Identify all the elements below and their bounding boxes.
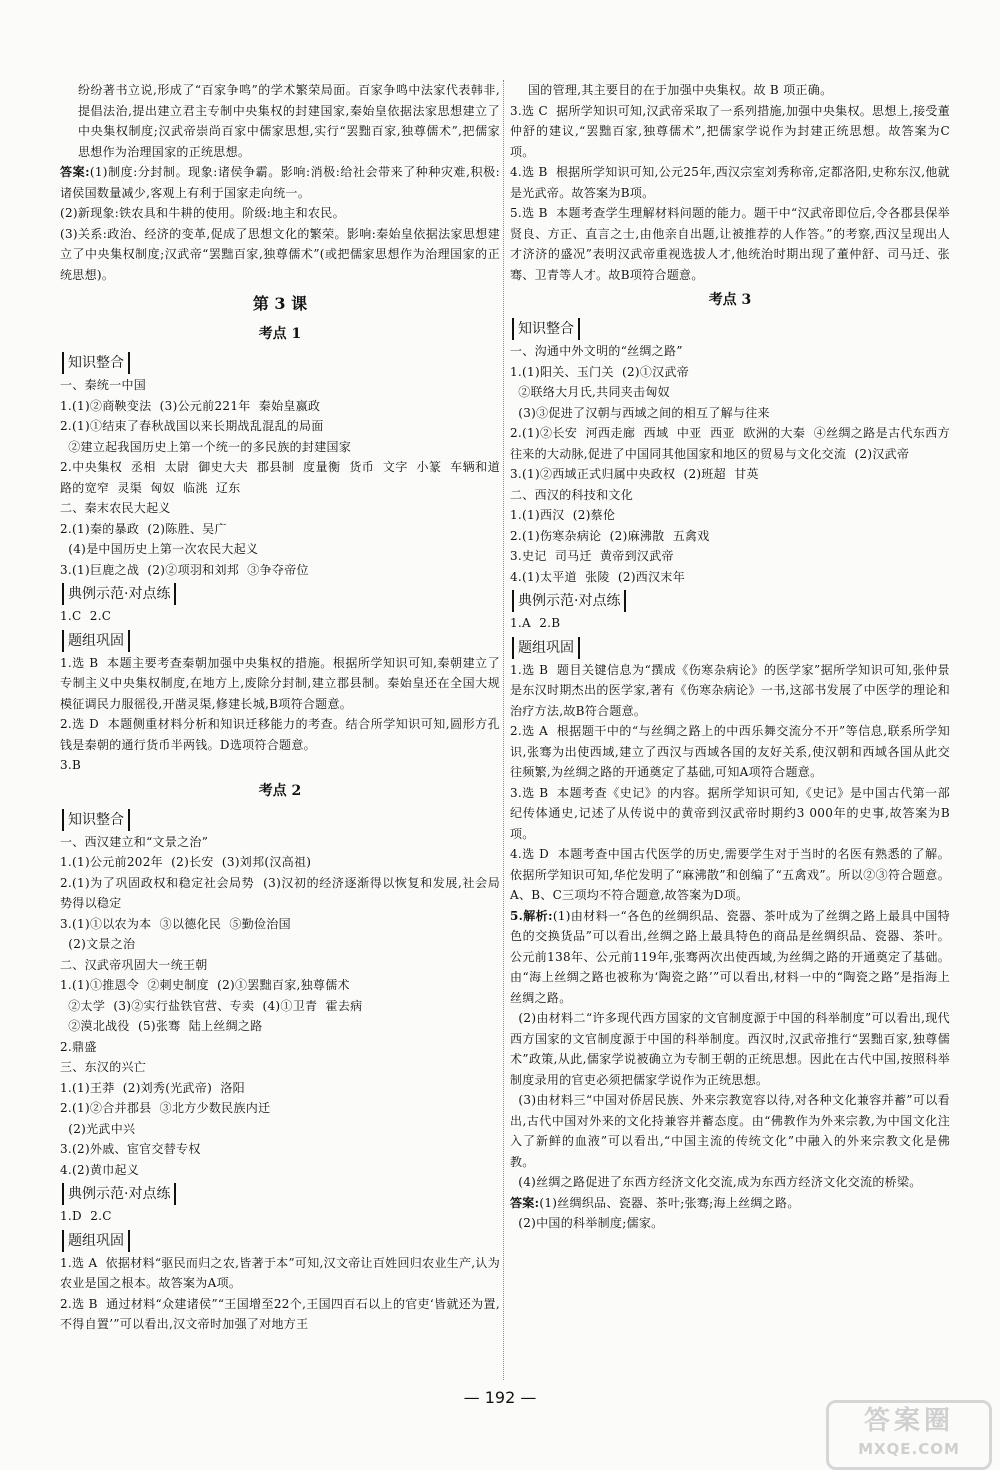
- text-content: 4.选 B 根据所学知识可知,公元25年,西汉宗室刘秀称帝,定都洛阳,史称东汉,他就是光武帝。故答案为B项。: [510, 165, 950, 200]
- text-content: 3.B: [60, 758, 82, 772]
- column-divider: [503, 80, 505, 1380]
- section-heading: 考点 3: [708, 292, 752, 308]
- text-line: [60, 1057, 500, 1078]
- left-column: [60, 80, 500, 1335]
- text-line: [510, 101, 950, 163]
- text-content: (2)新现象:铁农具和牛耕的使用。阶级:地主和农民。: [60, 206, 345, 220]
- text-line: [510, 660, 950, 722]
- text-content: 4.(2)黄巾起义: [60, 1162, 140, 1177]
- section-tag: 典例示范·对点练: [512, 590, 626, 612]
- text-line: [60, 873, 500, 914]
- text-content: 2.(1)②长安 河西走廊 西域 中亚 西亚 欧洲的大秦 ④丝绸之路是古代东西方往来的大动脉,促进了中国同其他国家和地区的贸易与文化交流 (2)汉武帝: [510, 426, 950, 461]
- text-line: [60, 560, 500, 581]
- section-tag: 题组巩固: [62, 630, 130, 652]
- text-content: 1.D 2.C: [60, 1209, 112, 1223]
- text-line: [60, 539, 500, 560]
- text-content: 一、秦统一中国: [60, 378, 147, 392]
- text-line: [510, 1193, 950, 1214]
- watermark-url: MXQE.COM: [858, 1440, 960, 1458]
- text-content: 2.(1)①结束了春秋战国以来长期战乱混乱的局面: [60, 419, 324, 433]
- text-line: [510, 505, 950, 526]
- right-column: [510, 80, 950, 1234]
- text-content: 二、秦末农民大起义: [60, 501, 171, 515]
- text-content: (4)是中国历史上第一次农民大起义: [60, 542, 259, 556]
- section-tag-row: [510, 587, 950, 613]
- text-line: [60, 653, 500, 715]
- text-line: [510, 567, 950, 588]
- text-line: [60, 203, 500, 224]
- text-line: [510, 1090, 950, 1172]
- text-line: [60, 1206, 500, 1227]
- section-tag-row: [60, 806, 500, 832]
- text-line: [60, 80, 500, 162]
- text-content: 2.(1)为了巩固政权和稳定社会局势 (3)汉初的经济逐渐得以恢复和发展,社会局势得以稳定: [60, 875, 500, 910]
- text-content: (3)由材料三“中国对侨居民族、外来宗教宽容以待,对各种文化兼容并蓄”可以看出,古代中国对外来的文化持兼容并蓄态度。由“佛教作为外来宗教,为中国文化注入了新鲜的血液”可以看出,“中国主流的传统文化”中融入的外来宗教文化是佛教。: [510, 1093, 950, 1169]
- text-line: [60, 437, 500, 458]
- text-line: [510, 80, 950, 101]
- text-content: 1.C 2.C: [60, 609, 112, 623]
- text-content: 一、沟通中外文明的“丝绸之路”: [510, 344, 683, 358]
- text-line: [60, 1098, 500, 1119]
- text-content: 1.(1)②商鞅变法 (3)公元前221年 秦始皇嬴政: [60, 398, 321, 413]
- text-content: ②太学 (3)②实行盐铁官营、专卖 (4)①卫青 霍去病: [60, 998, 363, 1013]
- text-content: 4.选 D 本题考查中国古代医学的历史,需要学生对于当时的名医有熟悉的了解。依据所学知识可知,华佗发明了“麻沸散”和创编了“五禽戏”。所以②③符合题意。A、B、C三项均不符合题意,故答案为D项。: [510, 847, 950, 902]
- text-content: 3.史记 司马迁 黄帝到汉武帝: [510, 549, 674, 563]
- text-line: [60, 606, 500, 627]
- text-line: [510, 485, 950, 506]
- text-line: [60, 996, 500, 1017]
- answer-label: 5.解析:: [510, 908, 553, 923]
- section-tag: 知识整合: [512, 318, 580, 340]
- section-tag: 典例示范·对点练: [62, 1183, 176, 1205]
- text-content: ②联络大月氏,共同夹击匈奴: [510, 385, 670, 399]
- text-line: [510, 403, 950, 424]
- text-content: ②建立起我国历史上第一个统一的多民族的封建国家: [60, 439, 352, 454]
- text-line: [60, 396, 500, 417]
- text-line: [510, 613, 950, 634]
- text-line: [60, 416, 500, 437]
- text-line: [60, 1294, 500, 1335]
- text-content: 3.选 C 据所学知识可知,汉武帝采取了一系列措施,加强中央集权。思想上,接受董仲舒的建议,“罢黜百家,独尊儒术”,把儒家学说作为封建正统思想。故答案为C项。: [510, 103, 950, 159]
- text-content: 一、西汉建立和“文景之治”: [60, 834, 209, 849]
- text-content: (3)③促进了汉朝与西域之间的相互了解与往来: [510, 405, 770, 420]
- text-line: [60, 1037, 500, 1058]
- text-content: 1.选 B 本题主要考查秦朝加强中央集权的措施。根据所学知识可知,秦朝建立了专制主义中央集权制度,在地方上,废除分封制,建立郡县制。秦始皇还在全国大规模征调民力服徭役,开凿灵渠,修建长城,B项符合题意。: [60, 655, 500, 711]
- text-line: [510, 1008, 950, 1090]
- text-line: [510, 1213, 950, 1234]
- text-line: [60, 955, 500, 976]
- section-tag-row: [60, 580, 500, 606]
- text-line: [60, 457, 500, 498]
- text-content: 2.选 D 本题侧重材料分析和知识迁移能力的考查。结合所学知识可知,圆形方孔钱是秦朝的通行货币半两钱。D选项符合题意。: [60, 717, 500, 752]
- text-line: [510, 1172, 950, 1193]
- text-content: 国的管理,其主要目的在于加强中央集权。故 B 项正确。: [528, 83, 833, 97]
- section-tag-row: [510, 634, 950, 660]
- text-content: 三、东汉的兴亡: [60, 1060, 147, 1074]
- text-content: 二、汉武帝巩固大一统王朝: [60, 957, 208, 972]
- text-line: [510, 423, 950, 464]
- text-line: [60, 852, 500, 873]
- text-line: [60, 224, 500, 286]
- page-number: — 192 —: [463, 1388, 537, 1407]
- text-line: [60, 162, 500, 203]
- text-content: 2.(1)②合并郡县 ③北方少数民族内迁: [60, 1101, 271, 1115]
- section-tag-row: [60, 1180, 500, 1206]
- text-content: 二、西汉的科技和文化: [510, 487, 634, 502]
- text-line: [510, 382, 950, 403]
- section-heading: 考点 1: [258, 326, 302, 342]
- text-line: [510, 721, 950, 783]
- text-content: 5.选 B 本题考查学生理解材料问题的能力。题干中“汉武帝即位后,令各郡县保举贤良、方正、直言之士,由他亲自出题,让被推荐的人作答。”的考察,西汉呈现出人才济济的盛况”表明汉武帝重视选拔人才,他统治时期出现了董仲舒、司马迁、张骞、卫青等人才。故B项符合题意。: [510, 206, 950, 282]
- text-content: (2)光武中兴: [60, 1121, 136, 1136]
- text-line: [60, 1119, 500, 1140]
- text-content: 2.中央集权 丞相 太尉 御史大夫 郡县制 度量衡 货币 文字 小篆 车辆和道路的宽窄 灵渠 匈奴 临洮 辽东: [60, 460, 500, 495]
- section-tag: 知识整合: [62, 809, 130, 831]
- text-content: 3.(1)巨鹿之战 (2)②项羽和刘邦 ③争夺帝位: [60, 562, 309, 577]
- text-content: 1.(1)公元前202年 (2)长安 (3)刘邦(汉高祖): [60, 855, 312, 869]
- text-line: [60, 714, 500, 755]
- watermark-logo: [826, 1400, 992, 1470]
- answer-label: 答案:: [60, 165, 90, 179]
- section-tag-row: [510, 315, 950, 341]
- section-heading: 考点 2: [258, 782, 302, 799]
- text-line: [60, 975, 500, 996]
- section-tag-row: [60, 1227, 500, 1253]
- text-line: [60, 914, 500, 935]
- text-line: [510, 783, 950, 845]
- text-content: 1.(1)西汉 (2)蔡伦: [510, 508, 616, 522]
- text-line: [60, 1160, 500, 1181]
- section-tag: 题组巩固: [512, 637, 580, 659]
- text-content: 4.(1)太平道 张陵 (2)西汉末年: [510, 569, 686, 584]
- text-line: [60, 375, 500, 396]
- text-line: [510, 362, 950, 383]
- section-tag: 典例示范·对点练: [62, 583, 176, 605]
- text-content: (1)由材料一“各色的丝绸织品、瓷器、茶叶成为了丝绸之路上最具中国特色的交换货品”可以看出,丝绸之路上最具特色的商品是丝绸织品、瓷器、茶叶。公元前138年、公元前119年,张骞两次出使西域,为丝绸之路的开通奠定了基础。由“海上丝绸之路也被称为‘陶瓷之路’”可以看出,材料一中的“陶瓷之路”是指海上丝绸之路。: [510, 908, 950, 1005]
- text-content: (4)丝绸之路促进了东西方经济文化交流,成为东西方经济文化交流的桥梁。: [510, 1175, 922, 1189]
- lesson-heading: 第 3 课: [252, 294, 308, 313]
- text-line: [60, 1078, 500, 1099]
- text-content: 1.(1)阳关、玉门关 (2)①汉武帝: [510, 364, 690, 379]
- text-content: (3)关系:政治、经济的变革,促成了思想文化的繁荣。影响:秦始皇依据法家思想建立了中央集权制度;汉武帝“罢黜百家,独尊儒术”(或把儒家思想作为治理国家的正统思想)。: [60, 226, 500, 282]
- text-content: 2.(1)秦的暴政 (2)陈胜、吴广: [60, 521, 227, 536]
- text-content: 2.选 A 根据题干中的“与丝绸之路上的中西乐舞交流分不开”等信息,联系所学知识,张骞为出使西域,建立了西汉与西域各国的友好关系,使汉朝和西域各国从此交往频繁,为丝绸之路的开通奠定了基础,可知A项符合题意。: [510, 724, 950, 779]
- text-content: (1)丝绸织品、瓷器、茶叶;张骞;海上丝绸之路。: [539, 1195, 800, 1210]
- text-content: (1)制度:分封制。现象:诸侯争霸。影响:消极:给社会带来了种种灾难,积极:诸侯国数量减少,客观上有利于国家走向统一。: [60, 165, 500, 200]
- text-content: 3.选 B 本题考查《史记》的内容。据所学知识可知,《史记》是中国古代第一部纪传体通史,记述了从传说中的黄帝到汉武帝时期约3 000年的史事,故答案为B项。: [510, 785, 950, 841]
- text-content: 2.鼎盛: [60, 1039, 97, 1054]
- text-line: [510, 844, 950, 906]
- text-content: (2)中国的科举制度;儒家。: [510, 1216, 664, 1230]
- text-line: [510, 203, 950, 285]
- section-tag: 知识整合: [62, 352, 130, 374]
- section-tag-row: [60, 349, 500, 375]
- text-line: [60, 1139, 500, 1160]
- text-content: 3.(1)①以农为本 ③以德化民 ⑤勤俭治国: [60, 916, 291, 931]
- text-content: 3.(2)外戚、宦官交替专权: [60, 1142, 201, 1156]
- text-line: [510, 464, 950, 485]
- text-line: [510, 162, 950, 203]
- text-line: [60, 832, 500, 853]
- text-content: 1.(1)王莽 (2)刘秀(光武帝) 洛阳: [60, 1080, 245, 1095]
- text-content: 纷纷著书立说,形成了“百家争鸣”的学术繁荣局面。百家争鸣中法家代表韩非,提倡法治,提出建立君主专制中央集权的封建国家,秦始皇依据法家思想建立了中央集权制度;汉武帝崇尚百家中儒家思想,实行“罢黜百家,独尊儒术”,把儒家思想作为治理国家的正统思想。: [78, 83, 500, 159]
- text-line: [60, 755, 500, 776]
- text-line: [510, 906, 950, 1009]
- text-content: 1.选 B 题目关键信息为“撰成《伤寒杂病论》的医学家”据所学知识可知,张仲景是东汉时期杰出的医学家,著有《伤寒杂病论》一书,这部书发展了中医学的理论和治疗方法,故B符合题意。: [510, 662, 950, 718]
- text-line: [60, 519, 500, 540]
- text-content: (2)文景之治: [60, 937, 136, 951]
- text-content: 1.(1)①推恩令 ②刺史制度 (2)①罢黜百家,独尊儒术: [60, 978, 350, 992]
- text-line: [60, 498, 500, 519]
- text-line: [60, 934, 500, 955]
- text-content: 1.A 2.B: [510, 616, 561, 630]
- text-line: [510, 546, 950, 567]
- watermark-text: 答案圈: [863, 1406, 954, 1436]
- section-tag-row: [60, 627, 500, 653]
- text-line: [510, 341, 950, 362]
- text-content: 2.(1)伤寒杂病论 (2)麻沸散 五禽戏: [510, 528, 710, 543]
- text-content: ②漠北战役 (5)张骞 陆上丝绸之路: [60, 1019, 263, 1033]
- text-line: [60, 1253, 500, 1294]
- text-line: [60, 1016, 500, 1037]
- text-content: (2)由材料二“许多现代西方国家的文官制度源于中国的科举制度”可以看出,现代西方国家的文官制度源于中国的科举制度。西汉时,汉武帝推行“罢黜百家,独尊儒术”政策,从此,儒家学说被确立为专制王朝的正统思想。因此在古代中国,按照科举制度录用的官吏必须把儒家学说作为正统思想。: [510, 1011, 950, 1087]
- text-content: 1.选 A 依据材料“驱民而归之农,皆著于本”可知,汉文帝让百姓回归农业生产,认为农业是国之根本。故答案为A项。: [60, 1255, 500, 1290]
- text-content: 3.(1)②西域正式归属中央政权 (2)班超 甘英: [510, 467, 759, 481]
- text-line: [510, 526, 950, 547]
- section-tag: 题组巩固: [62, 1230, 130, 1252]
- text-content: 2.选 B 通过材料“众建诸侯”“王国增至22个,王国四百石以上的官吏‘皆就还为置,不得自置’”可以看出,汉文帝时加强了对地方王: [60, 1296, 500, 1331]
- answer-label: 答案:: [510, 1195, 540, 1210]
